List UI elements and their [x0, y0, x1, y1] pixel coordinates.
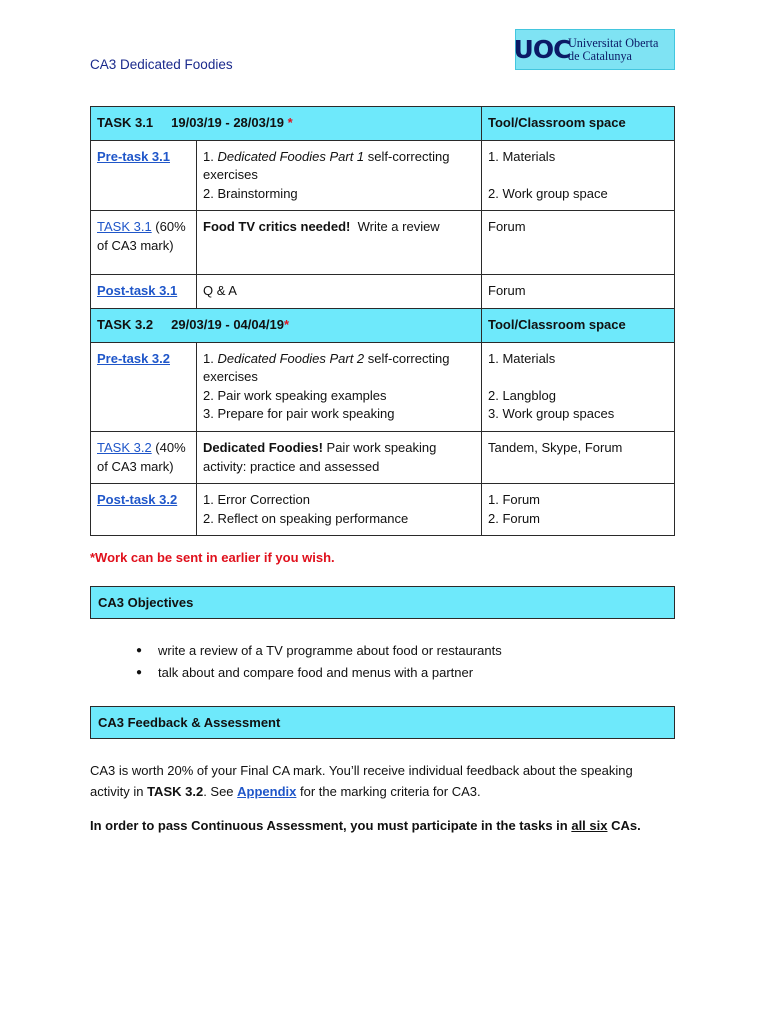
task-31-row: [91, 211, 675, 275]
pre31-tool-1: 1. Materials: [488, 148, 556, 164]
pre-task-32-link[interactable]: Pre-task 3.2: [97, 350, 170, 366]
post32-line-1: 1. Error Correction: [203, 492, 310, 508]
pass-requirement: [90, 816, 675, 837]
pre31-prefix: 1.: [203, 148, 218, 164]
task32-header-row: [91, 308, 675, 342]
tool-header-cell-2: Tool/Classroom space: [482, 308, 675, 342]
logo-line-1: Universitat Oberta: [568, 35, 659, 50]
feedback-heading: CA3 Feedback & Assessment: [90, 706, 675, 739]
uoc-logo: [515, 29, 675, 70]
post-task-31-cell: [91, 275, 197, 309]
pre32-italic: Dedicated Foodies Part 2: [217, 350, 365, 366]
task-32-desc: [197, 431, 482, 483]
post32-tool-2: 2. Forum: [488, 510, 541, 526]
task-31-desc: [197, 211, 482, 275]
logo-text: [568, 37, 658, 63]
spacer: [488, 166, 668, 185]
post-task-31-link[interactable]: Post-task 3.1: [97, 283, 178, 299]
post32-line-2: 2. Reflect on speaking performance: [203, 510, 409, 526]
task-32-cell: [91, 431, 197, 483]
objective-item: ● talk about and compare food and menus with a partner: [136, 662, 502, 684]
task-31-link[interactable]: TASK 3.1: [97, 219, 152, 235]
post-task-31-tool: Forum: [482, 275, 675, 309]
task-32-bold: Dedicated Foodies!: [203, 439, 323, 455]
pre32-suffix: self-correcting exercises: [203, 350, 450, 385]
schedule-table: [90, 106, 675, 536]
pre-task-32-line-3: 3. Prepare for pair work speaking: [203, 406, 395, 422]
task31-header-row: [91, 107, 675, 141]
post-task-32-cell: [91, 484, 197, 536]
objectives-heading: CA3 Objectives: [90, 586, 675, 619]
pre-task-32-row: [91, 342, 675, 431]
objective-item: ● write a review of a TV programme about food or restaurants: [136, 640, 502, 662]
logo-mark: UOC: [513, 35, 571, 64]
task32-header-label: TASK 3.2: [97, 316, 154, 332]
task-31-mark: (60% of CA3 mark): [97, 219, 186, 253]
feedback-text-b: . See: [203, 783, 238, 799]
pre-task-32-cell: [91, 342, 197, 431]
post-task-32-row: [91, 484, 675, 536]
task32-header-dates: 29/03/19 - 04/04/19: [171, 316, 284, 332]
task31-header-dates: 19/03/19 - 28/03/19: [171, 115, 284, 130]
spacer: [488, 368, 668, 387]
task-32-row: [91, 431, 675, 483]
task-32-rest: Pair work speaking activity: practice and assessed: [203, 439, 437, 474]
document-title: CA3 Dedicated Foodies: [90, 57, 233, 72]
pre-task-31-link[interactable]: Pre-task 3.1: [97, 148, 170, 164]
tool-header-cell: Tool/Classroom space: [482, 107, 675, 141]
task31-header-cell: [91, 107, 482, 141]
task-31-tool: Forum: [482, 211, 675, 275]
feedback-text-c: for the marking criteria for CA3.: [296, 783, 481, 799]
task-31-bold: Food TV critics needed!: [203, 219, 351, 235]
pre31-italic: Dedicated Foodies Part 1: [217, 148, 365, 164]
pass-text-underlined: all six: [571, 818, 608, 833]
post-task-31-desc: Q & A: [197, 275, 482, 309]
pre-task-31-line-2: 2. Brainstorming: [203, 185, 298, 201]
pass-text-a: In order to pass Continuous Assessment, you must participate in the tasks in: [90, 818, 572, 833]
pre-task-32-desc: [197, 342, 482, 431]
pre-task-31-row: [91, 140, 675, 211]
feedback-task-ref: TASK 3.2: [147, 783, 204, 799]
post-task-32-desc: [197, 484, 482, 536]
pre31-suffix: self-correcting exercises: [203, 148, 450, 183]
early-submission-note: *Work can be sent in earlier if you wish.: [90, 550, 335, 565]
logo-line-2: de Catalunya: [568, 48, 632, 63]
pre32-tool-1: 1. Materials: [488, 350, 556, 366]
pre-task-32-line-2: 2. Pair work speaking examples: [203, 387, 387, 403]
pass-text-b: CAs.: [607, 818, 641, 833]
pre32-prefix: 1.: [203, 350, 218, 366]
pre32-tool-2: 2. Langblog: [488, 387, 556, 403]
post-task-32-tool: [482, 484, 675, 536]
task-31-rest: Write a review: [350, 219, 440, 235]
pre-task-31-desc: [197, 140, 482, 211]
task31-asterisk: *: [287, 115, 293, 130]
feedback-paragraph: [90, 761, 675, 802]
task-32-mark: (40% of CA3 mark): [97, 439, 186, 474]
pre32-tool-3: 3. Work group spaces: [488, 406, 615, 422]
pre-task-32-line-1: [203, 350, 475, 387]
pre-task-31-tool: [482, 140, 675, 211]
appendix-link[interactable]: Appendix: [237, 783, 297, 799]
task-32-link[interactable]: TASK 3.2: [97, 439, 152, 455]
post-task-32-link[interactable]: Post-task 3.2: [97, 492, 178, 508]
pre-task-31-cell: [91, 140, 197, 211]
post-task-31-row: [91, 275, 675, 309]
post32-tool-1: 1. Forum: [488, 492, 541, 508]
feedback-text-a: CA3 is worth 20% of your Final CA mark. You’ll receive individual feedback about the speaking activity in: [90, 763, 633, 799]
task32-asterisk: *: [283, 316, 289, 332]
pre-task-31-line-1: [203, 148, 475, 185]
task-31-cell: [91, 211, 197, 275]
task-32-tool: Tandem, Skype, Forum: [482, 431, 675, 483]
pre31-tool-2: 2. Work group space: [488, 185, 608, 201]
objectives-list: [136, 640, 502, 684]
pre-task-32-tool: [482, 342, 675, 431]
task32-header-cell: [91, 308, 482, 342]
task31-header-label: TASK 3.1: [97, 115, 154, 130]
